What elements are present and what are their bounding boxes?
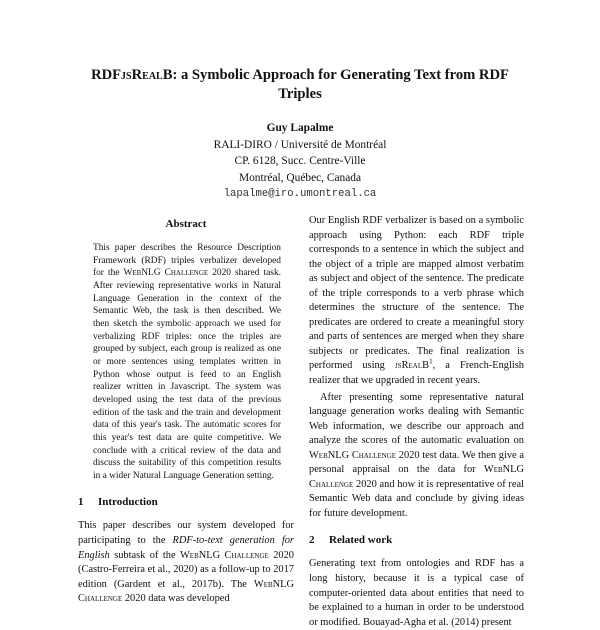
intro-text-3: 2020 (Castro-Ferreira et al., 2020) as a follow-up to 2017 edition (Gardent et al., 2017b). The — [78, 549, 294, 590]
introduction-number: 1 — [78, 496, 84, 509]
intro-text-1: This paper describes our system developed for participating to the — [78, 520, 294, 547]
intro-text-2: subtask of the — [109, 549, 180, 561]
author-address-line-2: Montréal, Québec, Canada — [238, 171, 362, 184]
related-work-paragraph: Generating text from ontologies and RDF has a long history, because it is a typical case of computer-oriented data about entities that need to be explained to a human in order to be understood or modified. Bouayad-Agha et al. (2014) present — [309, 558, 524, 628]
author-name: Guy Lapalme — [266, 122, 334, 134]
right-p1-text-2: , a French-English realizer that we upgraded in recent years. — [309, 360, 525, 387]
abstract-text-part-2: 2020 shared task. After reviewing representative works in Natural Language Generation in the context of the Semantic Web, the task is then described. We then sketch the symbolic approach we used for verbalizing RDF triples: once the triples are grouped by subject, each group is realized as one or more sentences using templates written in Python whose output is feed to an English realizer written in Javascript. The system was developed using the test data of the previous edition of the task and the train and development data of this year's task. The automatic scores for this year's test data are quite competitive. We conclude with a critical review of the data and discuss the suitability of this competition results in a wider Natural Language Generation setting. — [93, 268, 281, 481]
abstract-text — [93, 242, 281, 482]
realizer-name: jsRealB — [394, 360, 430, 372]
abstract-challenge-name: WebNLG Challenge — [123, 268, 209, 279]
author-block — [150, 120, 450, 203]
footnote-marker[interactable]: 1 — [429, 358, 433, 366]
title-system-name: RDFjsRealB — [91, 67, 173, 83]
introduction-section — [78, 496, 294, 606]
introduction-title: Introduction — [98, 496, 158, 509]
right-p1-text-1: Our English RDF verbalizer is based on a symbolic approach using Python: each RDF triple corresponds to a sentence in which the subject and the object of a triple are mapped almost verbatim as subject and object of the sentence. The predicate of the triple corresponds to a verb phrase which determines the structure of the sentence. The predicates are ordered to create a meaningful story and parts of sentences are merged when they share subjects or predicates. The final realization is performed using — [309, 215, 524, 372]
author-address-line-1: CP. 6128, Succ. Centre-Ville — [234, 155, 366, 167]
abstract-heading: Abstract — [165, 218, 207, 230]
author-affiliation: RALI-DIRO / Université de Montréal — [213, 138, 387, 151]
related-work-section — [309, 534, 524, 630]
introduction-paragraph — [78, 519, 294, 606]
right-p2-text-3: 2020 and how it is representative of real Semantic Web data and conclude by giving ideas for future development. — [309, 478, 524, 519]
intro-challenge-name-2: WebNLG Challenge — [78, 578, 294, 605]
right-paragraph-2 — [309, 391, 524, 522]
intro-subtask-name: RDF-to-text generation for English — [78, 535, 294, 561]
author-email[interactable]: lapalme@iro.umontreal.ca — [223, 188, 377, 200]
intro-text-4: 2020 data was developed — [122, 593, 230, 605]
right-paragraph-1 — [309, 214, 524, 389]
related-work-title: Related work — [329, 534, 393, 547]
paper-title — [70, 66, 530, 104]
related-work-number: 2 — [309, 534, 315, 547]
right-p2-text-1: After presenting some representative natural language generation works dealing with Semantic Web information, we describe our approach and analyze the scores of the automatic evaluation on — [309, 391, 524, 447]
right-p2-text-2: 2020 test data. We then give a personal appraisal on the data for — [309, 449, 524, 476]
right-p2-challenge-name-2: WebNLG Challenge — [309, 464, 524, 490]
related-work-heading — [309, 534, 524, 546]
right-column — [309, 214, 524, 630]
introduction-heading — [78, 496, 294, 508]
title-text: : a Symbolic Approach for Generating Text from RDF Triples — [172, 67, 509, 102]
left-column — [78, 214, 294, 607]
right-p2-challenge-name: WebNLG Challenge — [309, 449, 397, 461]
abstract-text-part-1: This paper describes the Resource Description Framework (RDF) triples verbalizer developed for the — [93, 243, 281, 279]
intro-challenge-name: WebNLG Challenge — [179, 549, 269, 561]
